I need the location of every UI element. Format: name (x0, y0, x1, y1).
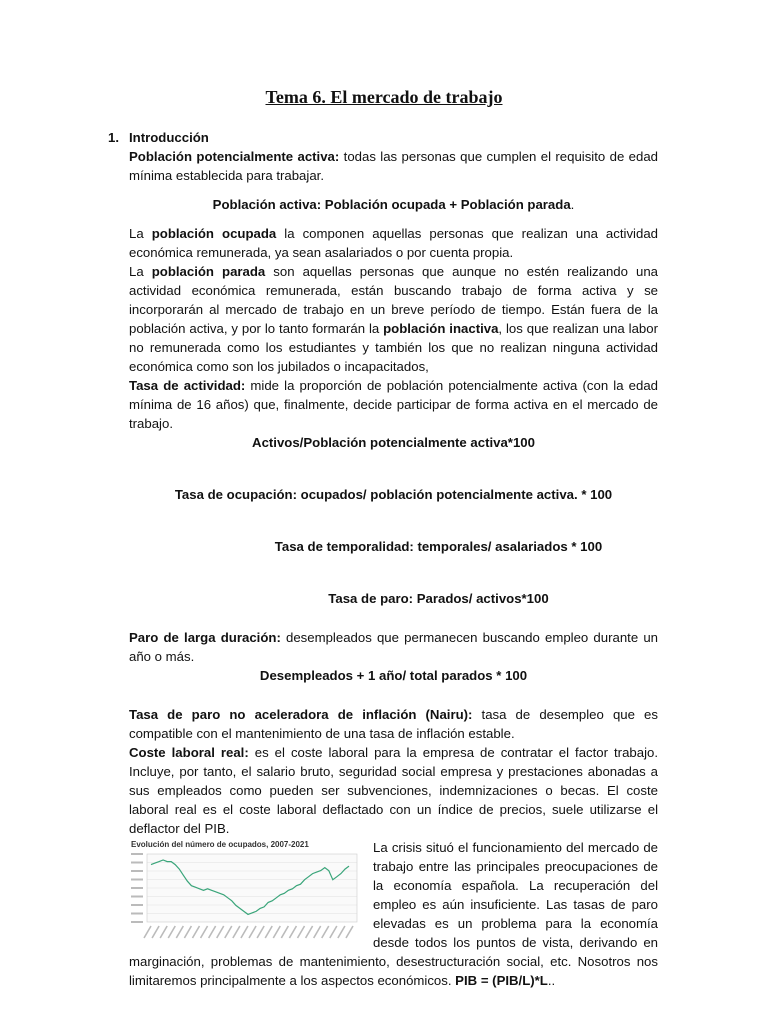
x-tick-mark (289, 926, 296, 938)
chart-title: Evolución del número de ocupados, 2007-2021 (131, 840, 309, 849)
y-tick-mark (131, 870, 143, 872)
x-tick-mark (338, 926, 345, 938)
section-heading (108, 128, 658, 147)
x-tick-mark (241, 926, 248, 938)
x-tick-mark (233, 926, 240, 938)
chart-svg (127, 840, 365, 944)
x-tick-mark (298, 926, 305, 938)
x-tick-mark (257, 926, 264, 938)
formula-activity: Activos/Población potencialmente activa*100 (252, 435, 535, 450)
y-tick-mark (131, 879, 143, 881)
formula-occupation: Tasa de ocupación: ocupados/ población potencialmente activa. * 100 (174, 487, 613, 502)
definition-text: todas las personas que cumplen el requisito de edad mínima establecida para trabajar. (129, 149, 658, 183)
term-inactive: población inactiva (383, 321, 499, 336)
term-long-term: Paro de larga duración: (129, 630, 281, 645)
term-nairu: Tasa de paro no aceleradora de inflación (Nairu): (129, 707, 473, 722)
x-tick-mark (176, 926, 183, 938)
paragraph-occupied (129, 224, 658, 262)
section-number: 1. (108, 130, 119, 145)
formula-temporality: Tasa de temporalidad: temporales/ asalariados * 100 (274, 539, 603, 554)
x-tick-mark (217, 926, 224, 938)
term-occupied: población ocupada (151, 226, 277, 241)
paragraph-activity-rate (129, 376, 658, 433)
paragraph-nairu (129, 705, 658, 743)
page-title: Tema 6. El mercado de trabajo (265, 87, 503, 107)
text: La (129, 264, 152, 279)
definition-text: mide la proporción de población potencialmente activa (con la edad mínima de 16 años) que, finalmente, decide participar de forma activa en el mercado de trabajo. (129, 378, 659, 431)
x-tick-mark (144, 926, 151, 938)
x-tick-mark (168, 926, 175, 938)
x-tick-mark (273, 926, 280, 938)
paragraph-labor-cost (129, 743, 658, 838)
definition-text: , los que realizan una labor no remunerada como los estudiantes y también los que no realizan ninguna actividad económica como son los jubilados o incapacitados, (129, 321, 658, 374)
text: La (129, 226, 152, 241)
y-tick-mark (131, 853, 143, 855)
employment-chart (127, 840, 365, 944)
paragraph-long-term (129, 628, 658, 666)
formula-text: Población activa: Población ocupada + Población parada (212, 197, 571, 212)
document-body (108, 128, 659, 990)
term-unemployed: población parada (151, 264, 266, 279)
formula-pib: PIB = (PIB/L)*L (455, 973, 548, 988)
y-tick-mark (131, 913, 143, 915)
x-tick-mark (184, 926, 191, 938)
definition-text: es el coste laboral para la empresa de contratar el factor trabajo. Incluye, por tanto, el salario bruto, seguridad social empresa y prestaciones abonadas a sus empleados como pueden ser subvenciones, indemnizaciones o becas. El coste laboral real es el coste laboral deflactado con un índice de precios, suele utilizarse el deflactor del PIB. (129, 745, 658, 836)
x-tick-mark (322, 926, 329, 938)
formula-period: . (570, 197, 575, 212)
definition-text: son aquellas personas que aunque no estén realizando una actividad económica remunerada, están buscando trabajo de forma activa y se incorporarán al mercado de trabajo en un breve período de tiempo. Están fuera de la población activa, y por lo tanto formarán la (129, 264, 658, 336)
term-potential-active: Población potencialmente activa: (129, 149, 340, 164)
y-tick-mark (131, 896, 143, 898)
x-tick-mark (192, 926, 199, 938)
formula-unemployment: Tasa de paro: Parados/ activos*100 (328, 591, 549, 606)
y-tick-mark (131, 862, 143, 864)
x-tick-mark (249, 926, 256, 938)
x-tick-mark (225, 926, 232, 938)
x-tick-mark (201, 926, 208, 938)
x-tick-mark (265, 926, 272, 938)
x-tick-mark (152, 926, 159, 938)
term-labor-cost: Coste laboral real: (129, 745, 249, 760)
section-title: Introducción (129, 130, 209, 145)
x-tick-mark (209, 926, 216, 938)
definition-text: desempleados que permanecen buscando empleo durante un año o más. (129, 630, 658, 664)
x-tick-mark (160, 926, 167, 938)
formula-long-term: Desempleados + 1 año/ total parados * 100 (259, 668, 528, 683)
definition-text: la componen aquellas personas que realizan una actividad económica remunerada, ya sean asalariados o por cuenta propia. (129, 226, 658, 260)
y-tick-mark (131, 921, 143, 923)
y-tick-mark (131, 904, 143, 906)
term-activity-rate: Tasa de actividad: (129, 378, 246, 393)
paragraph-unemployed (129, 262, 658, 376)
x-tick-mark (306, 926, 313, 938)
definition-text: tasa de desempleo que es compatible con el mantenimiento de una tasa de inflación estable. (129, 707, 658, 741)
x-tick-mark (330, 926, 337, 938)
y-tick-mark (131, 887, 143, 889)
formula-active-population (129, 195, 658, 214)
text-end: .. (547, 973, 556, 988)
x-tick-mark (314, 926, 321, 938)
x-tick-mark (346, 926, 353, 938)
paragraph-potential-active (129, 147, 658, 185)
paragraph-text: La crisis situó el funcionamiento del mercado de trabajo entre las principales preocupaciones de la economía española. La recuperación del empleo es aún insuficiente. Las tasas de paro elevadas es un problema para la economía desde todos los puntos de vista, derivando en marginación, problemas de mantenimiento, desestructuración social, etc. Nosotros nos limitaremos principalmente a los aspectos económicos. (129, 840, 658, 988)
x-tick-mark (281, 926, 288, 938)
